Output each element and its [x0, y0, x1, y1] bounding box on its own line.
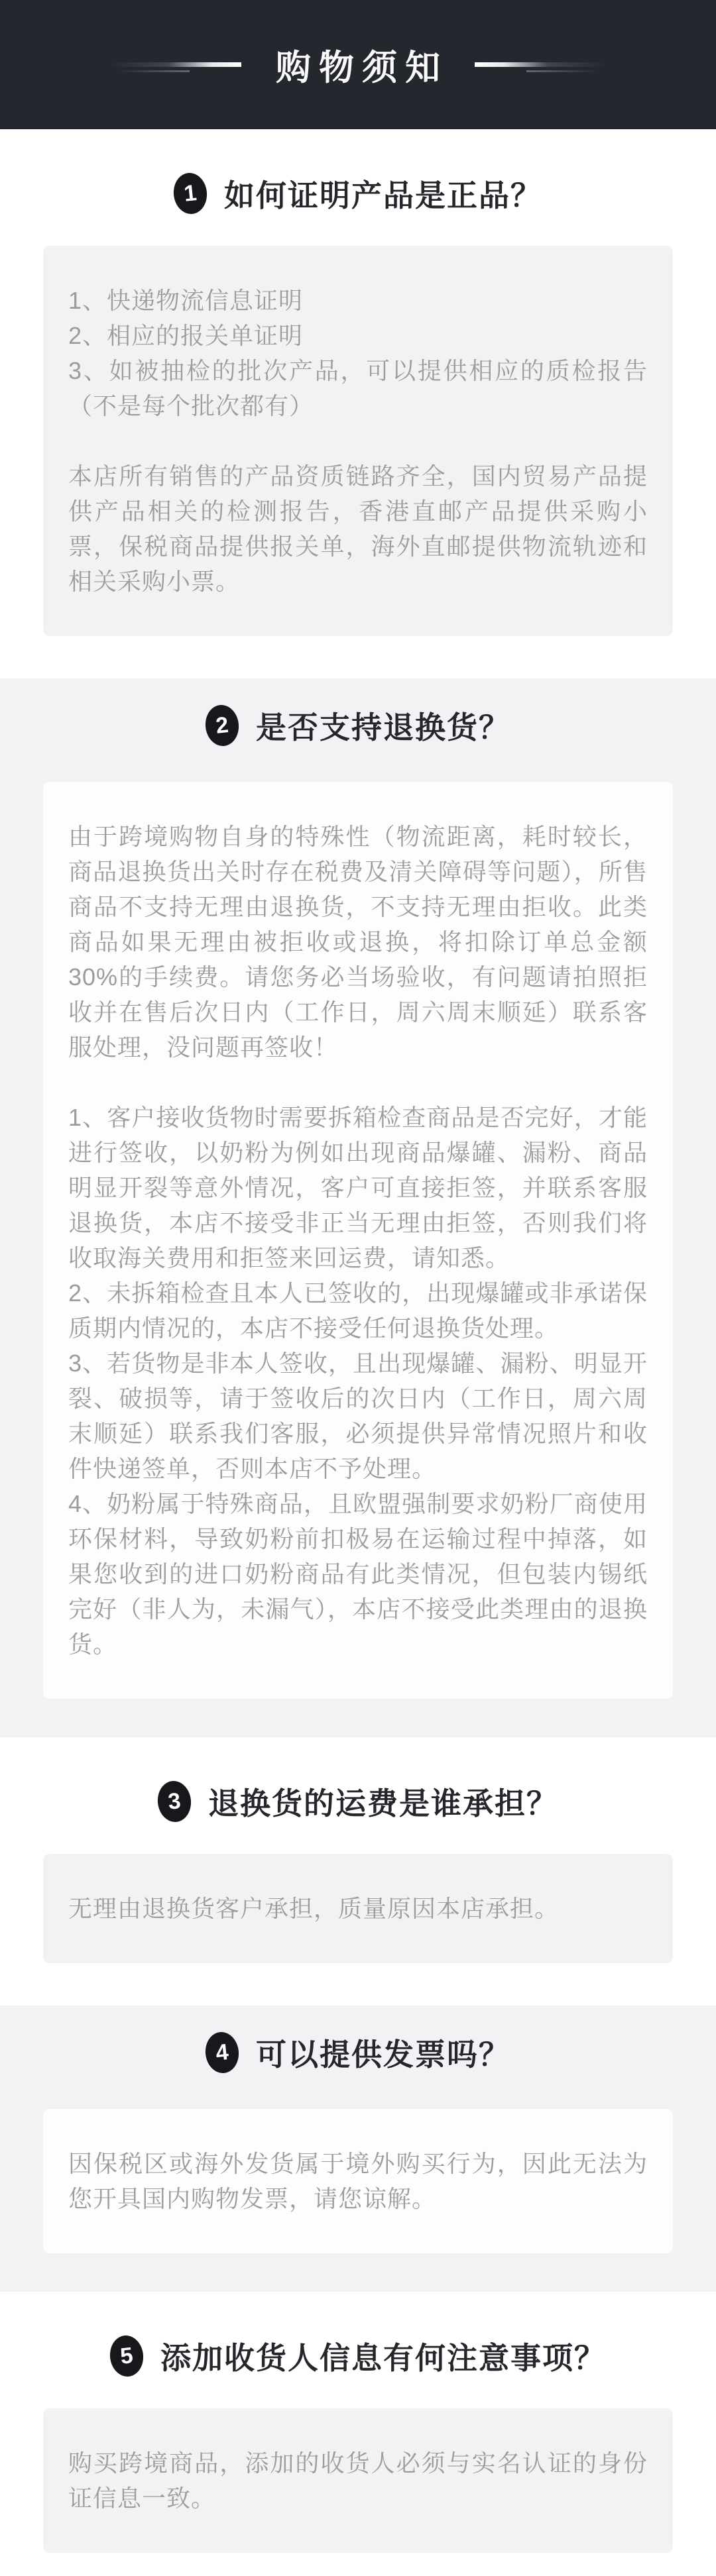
- paragraph: 2、未拆箱检查且本人已签收的，出现爆罐或非承诺保质期内情况的，本店不接受任何退换货处理。: [68, 1279, 648, 1342]
- section-title: 可以提供发票吗？: [256, 2037, 510, 2072]
- section-number-badge: [204, 2031, 241, 2075]
- section-heading: [0, 2031, 716, 2074]
- paragraph: [68, 423, 648, 458]
- section-number: 3: [166, 1788, 182, 1815]
- paragraph: 无理由退换货客户承担，质量原因本店承担。: [68, 1895, 560, 1922]
- paragraph: [68, 1065, 648, 1100]
- paragraph: 1、客户接收货物时需要拆箱检查商品是否完好，才能进行签收，以奶粉为例如出现商品爆罐、漏粉、商品明显开裂等意外情况，客户可直接拒签，并联系客服退换货，本店不接受非正当无理由拒签，否则我们将收取海关费用和拒签来回运费，请知悉。: [68, 1104, 648, 1271]
- paragraph: 3、如被抽检的批次产品，可以提供相应的质检报告（不是每个批次都有）: [68, 357, 648, 419]
- paragraph: 购买跨境商品，添加的收货人必须与实名认证的身份证信息一致。: [68, 2449, 648, 2512]
- banner-title: 购物须知: [276, 48, 448, 87]
- section-content-box: [43, 2408, 673, 2553]
- section-block: [0, 172, 716, 636]
- section-number: 1: [182, 180, 198, 207]
- section-number: 2: [214, 712, 230, 739]
- paragraph: 本店所有销售的产品资质链路齐全，国内贸易产品提供产品相关的检测报告，香港直邮产品提供采购小票，保税商品提供报关单，海外直邮提供物流轨迹和相关采购小票。: [68, 462, 648, 595]
- section-number-badge: [172, 172, 209, 216]
- section-heading: [0, 2334, 716, 2378]
- paragraph: 4、奶粉属于特殊商品，且欧盟强制要求奶粉厂商使用环保材料，导致奶粉前扣极易在运输过程中掉落，如果您收到的进口奶粉商品有此类情况，但包装内锡纸完好（非人为，未漏气），本店不接受此类理由的退换货。: [68, 1490, 648, 1658]
- section-content-box: [43, 2109, 673, 2253]
- paragraph: 由于跨境购物自身的特殊性（物流距离，耗时较长，商品退换货出关时存在税费及清关障碍等问题），所售商品不支持无理由退换货，不支持无理由拒收。此类商品如果无理由被拒收或退换，将扣除订单总金额30%的手续费。请您务必当场验收，有问题请拍照拒收并在售后次日内（工作日，周六周末顺延）联系客服处理，没问题再签收！: [68, 823, 648, 1061]
- section-number: 4: [214, 2039, 230, 2066]
- section-heading: [0, 704, 716, 747]
- paragraph: 因保税区或海外发货属于境外购买行为，因此无法为您开具国内购物发票，请您谅解。: [68, 2150, 648, 2212]
- section-block: [0, 1780, 716, 1963]
- banner-flourish-right-icon: [475, 62, 607, 67]
- section-block: [0, 2006, 716, 2292]
- section-content-box: [43, 246, 673, 636]
- section-number-badge: [156, 1780, 193, 1824]
- section-heading: [0, 1780, 716, 1823]
- section-title: 添加收货人信息有何注意事项？: [160, 2341, 606, 2375]
- paragraph: 1、快递物流信息证明: [68, 287, 304, 314]
- banner-flourish-left-icon: [109, 62, 241, 67]
- section-content-box: [43, 782, 673, 1699]
- content: [0, 172, 716, 2553]
- section-title: 退换货的运费是谁承担？: [208, 1786, 558, 1821]
- section-title: 如何证明产品是正品？: [224, 178, 542, 213]
- section-content-box: [43, 1854, 673, 1963]
- section-title: 是否支持退换货？: [256, 710, 510, 745]
- section-number: 5: [119, 2342, 135, 2369]
- paragraph: 3、若货物是非本人签收，且出现爆罐、漏粉、明显开裂、破损等，请于签收后的次日内（工作日，周六周末顺延）联系我们客服，必须提供异常情况照片和收件快递签单，否则本店不予处理。: [68, 1350, 648, 1482]
- section-heading: [0, 172, 716, 215]
- section-block: [0, 2334, 716, 2553]
- paragraph: 2、相应的报关单证明: [68, 322, 304, 349]
- section-block: [0, 678, 716, 1737]
- section-number-badge: [108, 2334, 145, 2379]
- section-number-badge: [204, 704, 241, 748]
- banner: [0, 0, 716, 129]
